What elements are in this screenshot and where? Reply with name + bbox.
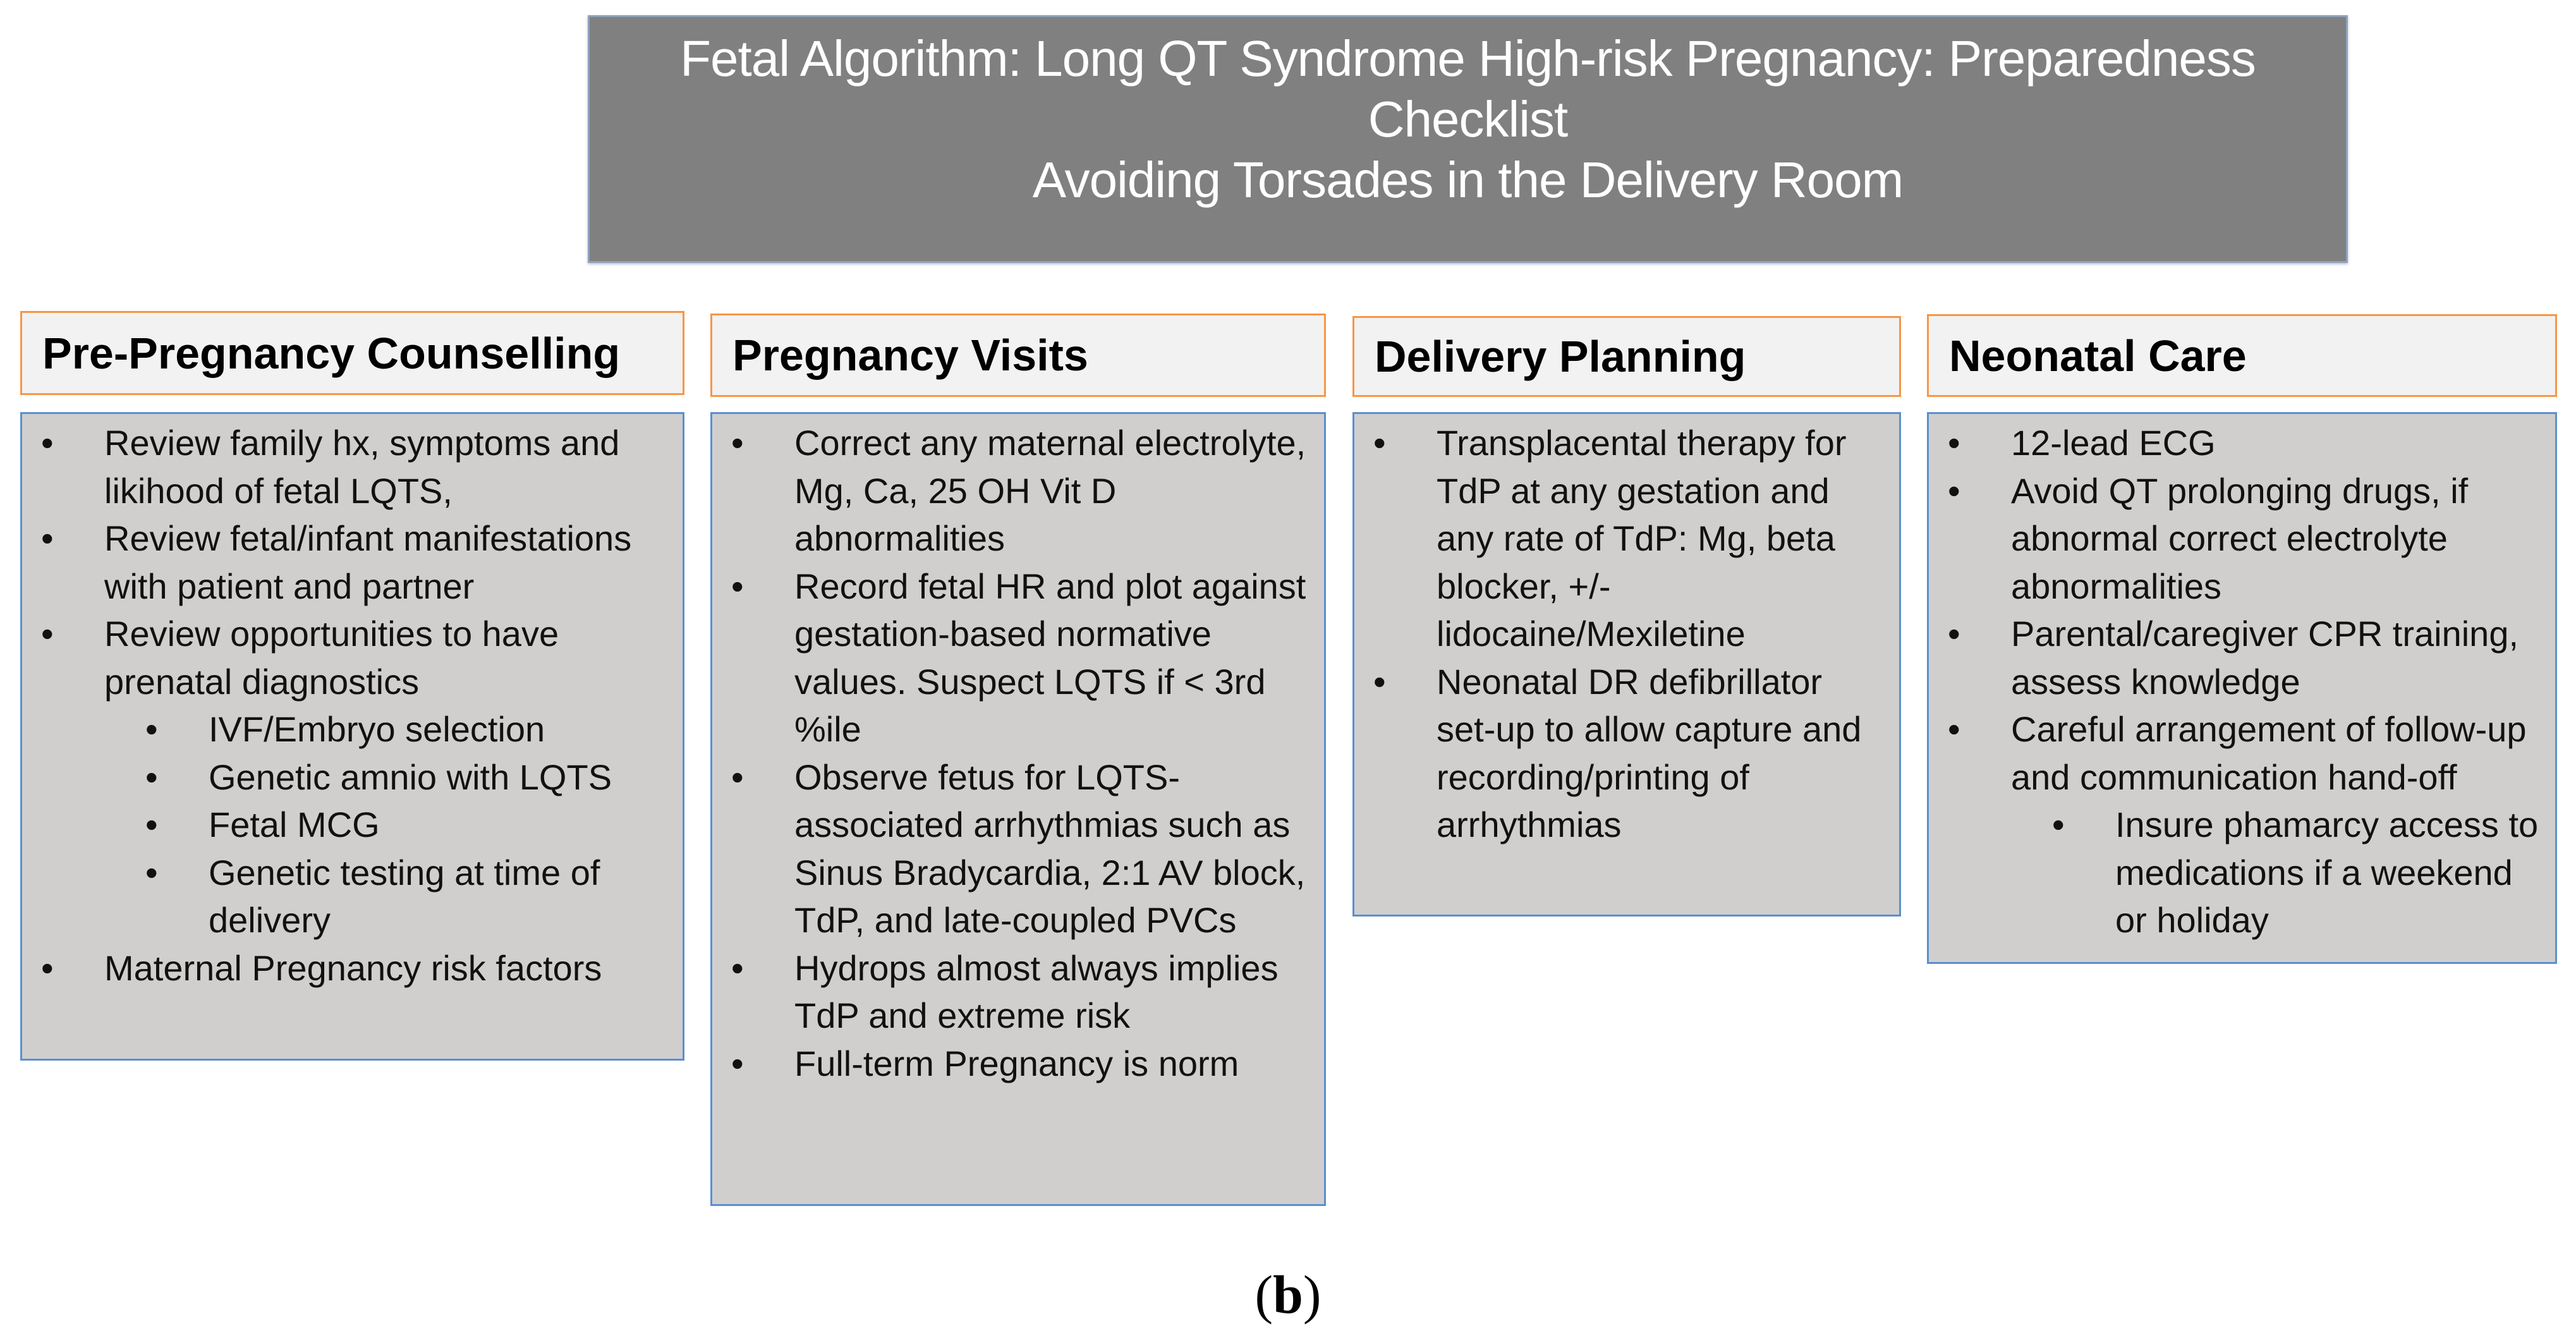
bullet-icon: • [1373,661,1386,702]
caption-open-paren: ( [1255,1264,1273,1325]
list-item [1929,610,2555,705]
bullet-icon: • [731,423,744,463]
list-item [1929,467,2555,611]
list-item-text: Insure phamarcy access to medications if a weekend or holiday [2115,805,2539,940]
list-item [22,944,683,992]
list-item-text: Careful arrangement of follow-up and communication hand-off [2011,709,2527,797]
list-item-text: Genetic amnio with LQTS [209,757,612,797]
bullet-icon: • [145,709,158,749]
bullet-icon: • [145,805,158,844]
list-item-text: Neonatal DR defibrillator set-up to allow capture and recording/printing of arrhythmias [1437,661,1862,844]
bullet-icon: • [41,423,54,463]
list-item [712,753,1324,944]
list-item [1929,705,2555,801]
list-item-text: Avoid QT prolonging drugs, if abnormal correct electrolyte abnormalities [2011,470,2469,606]
title-line-1: Fetal Algorithm: Long QT Syndrome High-risk Pregnancy: Preparedness [680,30,2256,87]
sub-list-item [1929,801,2555,944]
list-item-text: Parental/caregiver CPR training, assess knowledge [2011,614,2519,702]
bullet-icon: • [145,852,158,892]
column-heading-pregnancy-visits [710,314,1326,397]
column-body-pre-pregnancy [20,412,684,1061]
list-item-text: Correct any maternal electrolyte, Mg, Ca, 25 OH Vit D abnormalities [794,423,1306,558]
list-item-text: Full-term Pregnancy is norm [794,1043,1239,1083]
bullet-icon: • [41,518,54,558]
list-item-text: Observe fetus for LQTS-associated arrhythmias such as Sinus Bradycardia, 2:1 AV block, TdP, and late-coupled PVCs [794,757,1306,940]
list-item-text: Review opportunities to have prenatal diagnostics [104,614,559,702]
checklist [1354,419,1899,849]
list-item-text: Transplacental therapy for TdP at any gestation and any rate of TdP: Mg, beta blocker, +/- lidocaine/Mexiletine [1437,423,1847,654]
column-heading-pre-pregnancy [20,311,684,395]
bullet-icon: • [731,947,744,988]
list-item [1354,419,1899,658]
list-item [712,563,1324,753]
list-item [712,944,1324,1040]
list-item [22,610,683,705]
column-heading-text: Pre-Pregnancy Counselling [42,328,621,378]
list-item-text: 12-lead ECG [2011,423,2216,463]
list-item [1354,658,1899,849]
sub-list-item [22,753,683,801]
list-item-text: Review family hx, symptoms and likihood of fetal LQTS, [104,423,620,511]
checklist [712,419,1324,1087]
bullet-icon: • [731,757,744,797]
sub-list-item [22,705,683,753]
bullet-icon: • [41,614,54,654]
bullet-icon: • [1373,423,1386,463]
list-item-text: Genetic testing at time of delivery [209,852,600,940]
list-item-text: Hydrops almost always implies TdP and extreme risk [794,947,1279,1035]
column-heading-text: Delivery Planning [1375,332,1746,381]
bullet-icon: • [731,1043,744,1083]
column-heading-neonatal-care [1927,314,2557,397]
caption-label: b [1273,1264,1303,1325]
checklist [1929,419,2555,944]
list-item [712,1040,1324,1088]
column-body-delivery-planning [1352,412,1901,917]
sub-list-item [22,849,683,944]
list-item-text: IVF/Embryo selection [209,709,545,749]
list-item-text: Record fetal HR and plot against gestation-based normative values. Suspect LQTS if < 3rd %ile [794,566,1306,749]
column-heading-delivery-planning [1352,316,1901,397]
bullet-icon: • [731,566,744,606]
column-heading-text: Pregnancy Visits [732,331,1088,380]
list-item-text: Maternal Pregnancy risk factors [104,947,602,988]
column-body-pregnancy-visits [710,412,1326,1206]
bullet-icon: • [1948,614,1960,654]
list-item [22,515,683,610]
figure-caption [0,1263,2576,1326]
caption-close-paren: ) [1303,1264,1321,1325]
checklist [22,419,683,992]
list-item-text: Fetal MCG [209,805,380,844]
column-heading-text: Neonatal Care [1949,331,2247,381]
title-line-3: Avoiding Torsades in the Delivery Room [1032,152,1904,208]
list-item-text: Review fetal/infant manifestations with patient and partner [104,518,632,606]
bullet-icon: • [1948,470,1960,511]
sub-list-item [22,801,683,849]
title-box [588,15,2348,263]
bullet-icon: • [1948,423,1960,463]
title-line-2: Checklist [1368,91,1568,147]
list-item [712,419,1324,563]
bullet-icon: • [1948,709,1960,749]
bullet-icon: • [41,947,54,988]
list-item [22,419,683,515]
bullet-icon: • [145,757,158,797]
list-item [1929,419,2555,467]
column-body-neonatal-care [1927,412,2557,964]
bullet-icon: • [2052,805,2065,844]
